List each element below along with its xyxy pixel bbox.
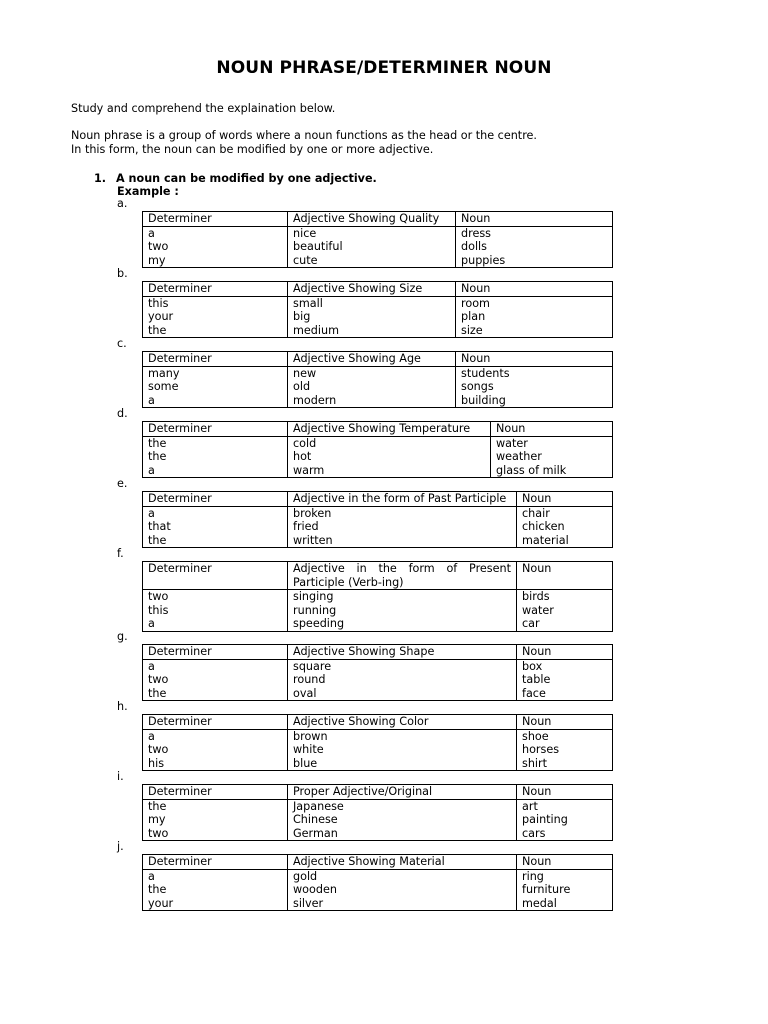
adjective-cell: written [288,534,517,548]
noun-cell: furniture [517,883,613,897]
table-row [143,813,613,827]
example-table [142,421,613,478]
table-header-row [143,645,613,660]
example-letter: c. [117,337,127,350]
noun-cell: dress [456,226,613,240]
adjective-cell: Chinese [288,813,517,827]
table-row [143,296,613,310]
adjective-cell: fried [288,520,517,534]
noun-cell: size [456,324,613,338]
adjective-cell: white [288,743,517,757]
adjective-cell: speeding [288,617,517,631]
noun-cell: songs [456,380,613,394]
header-determiner: Determiner [143,352,288,367]
adjective-cell: singing [288,590,517,604]
adjective-cell: round [288,673,517,687]
noun-cell: painting [517,813,613,827]
adjective-cell: small [288,296,456,310]
noun-cell: shirt [517,757,613,771]
noun-cell: students [456,366,613,380]
table-row [143,450,613,464]
example-table [142,644,613,701]
table-header-row [143,785,613,800]
definition-paragraph [71,129,537,156]
adjective-cell: nice [288,226,456,240]
table-row [143,366,613,380]
table-row [143,380,613,394]
determiner-cell: a [143,869,288,883]
header-adjective: Adjective Showing Shape [288,645,517,660]
header-noun: Noun [491,422,613,437]
table-row [143,743,613,757]
table-header-row [143,352,613,367]
definition-line-2: In this form, the noun can be modified by one or more adjective. [71,142,434,156]
header-noun: Noun [517,855,613,870]
example-label: Example : [117,185,179,198]
example-table [142,351,613,408]
example-table [142,854,613,911]
table-header-row [143,855,613,870]
header-adjective: Adjective Showing Quality [288,212,456,227]
determiner-cell: the [143,324,288,338]
header-adjective: Proper Adjective/Original [288,785,517,800]
example-letter: e. [117,477,128,490]
definition-line-1: Noun phrase is a group of words where a noun functions as the head or the centre. [71,129,537,142]
table-header-row [143,212,613,227]
determiner-cell: this [143,604,288,618]
example-table [142,281,613,338]
noun-cell: puppies [456,254,613,268]
header-adjective: Adjective Showing Material [288,855,517,870]
adjective-cell: modern [288,394,456,408]
header-adjective: Adjective in the form of Present Participle (Verb-ing) [288,562,517,590]
table-row [143,729,613,743]
noun-cell: building [456,394,613,408]
table-row [143,240,613,254]
example-letter: a. [117,197,128,210]
adjective-cell: beautiful [288,240,456,254]
header-determiner: Determiner [143,282,288,297]
determiner-cell: that [143,520,288,534]
noun-cell: medal [517,897,613,911]
determiner-cell: two [143,673,288,687]
table-header-row [143,422,613,437]
determiner-cell: my [143,254,288,268]
adjective-cell: running [288,604,517,618]
determiner-cell: the [143,687,288,701]
header-determiner: Determiner [143,855,288,870]
example-table [142,561,613,632]
noun-cell: room [456,296,613,310]
determiner-cell: this [143,296,288,310]
example-letter: i. [117,770,124,783]
determiner-cell: two [143,827,288,841]
table-row [143,394,613,408]
adjective-cell: silver [288,897,517,911]
adjective-cell: hot [288,450,491,464]
table-row [143,617,613,631]
adjective-cell: big [288,310,456,324]
determiner-cell: a [143,506,288,520]
example-table [142,491,613,548]
list-item-number: 1. [94,172,107,185]
table-header-row [143,492,613,507]
adjective-cell: cute [288,254,456,268]
header-determiner: Determiner [143,645,288,660]
header-determiner: Determiner [143,562,288,590]
list-item-text: A noun can be modified by one adjective. [116,172,377,185]
example-letter: j. [117,840,124,853]
determiner-cell: a [143,394,288,408]
determiner-cell: the [143,534,288,548]
header-determiner: Determiner [143,715,288,730]
determiner-cell: the [143,883,288,897]
noun-cell: cars [517,827,613,841]
header-determiner: Determiner [143,212,288,227]
header-noun: Noun [456,352,613,367]
determiner-cell: two [143,240,288,254]
adjective-cell: blue [288,757,517,771]
adjective-cell: medium [288,324,456,338]
noun-cell: chicken [517,520,613,534]
table-row [143,590,613,604]
header-noun: Noun [517,785,613,800]
adjective-cell: square [288,659,517,673]
table-row [143,520,613,534]
table-row [143,827,613,841]
table-header-row [143,282,613,297]
determiner-cell: a [143,617,288,631]
noun-cell: glass of milk [491,464,613,478]
adjective-cell: oval [288,687,517,701]
determiner-cell: many [143,366,288,380]
determiner-cell: two [143,743,288,757]
noun-cell: shoe [517,729,613,743]
table-row [143,883,613,897]
noun-cell: water [517,604,613,618]
determiner-cell: two [143,590,288,604]
determiner-cell: your [143,897,288,911]
adjective-cell: cold [288,436,491,450]
noun-cell: dolls [456,240,613,254]
header-noun: Noun [517,715,613,730]
example-table [142,784,613,841]
adjective-cell: warm [288,464,491,478]
header-adjective: Adjective Showing Size [288,282,456,297]
header-noun: Noun [517,492,613,507]
table-row [143,869,613,883]
determiner-cell: some [143,380,288,394]
table-row [143,226,613,240]
adjective-cell: brown [288,729,517,743]
determiner-cell: the [143,436,288,450]
header-noun: Noun [456,212,613,227]
header-determiner: Determiner [143,422,288,437]
header-adjective: Adjective Showing Temperature [288,422,491,437]
table-row [143,897,613,911]
noun-cell: weather [491,450,613,464]
header-noun: Noun [456,282,613,297]
table-row [143,324,613,338]
table-row [143,604,613,618]
header-determiner: Determiner [143,785,288,800]
noun-cell: birds [517,590,613,604]
determiner-cell: a [143,226,288,240]
determiner-cell: your [143,310,288,324]
noun-cell: water [491,436,613,450]
header-adjective: Adjective Showing Color [288,715,517,730]
determiner-cell: the [143,799,288,813]
noun-cell: table [517,673,613,687]
noun-cell: face [517,687,613,701]
determiner-cell: a [143,464,288,478]
determiner-cell: a [143,659,288,673]
determiner-cell: a [143,729,288,743]
table-row [143,687,613,701]
table-row [143,254,613,268]
noun-cell: horses [517,743,613,757]
example-letter: g. [117,630,128,643]
table-row [143,673,613,687]
adjective-cell: old [288,380,456,394]
example-letter: d. [117,407,128,420]
noun-cell: art [517,799,613,813]
determiner-cell: his [143,757,288,771]
noun-cell: ring [517,869,613,883]
adjective-cell: gold [288,869,517,883]
table-header-row [143,715,613,730]
list-item-heading [94,172,377,185]
example-letter: b. [117,267,128,280]
table-row [143,436,613,450]
example-table [142,714,613,771]
header-determiner: Determiner [143,492,288,507]
noun-cell: box [517,659,613,673]
determiner-cell: the [143,450,288,464]
example-letter: h. [117,700,128,713]
header-adjective: Adjective Showing Age [288,352,456,367]
header-adjective: Adjective in the form of Past Participle [288,492,517,507]
adjective-cell: new [288,366,456,380]
adjective-cell: Japanese [288,799,517,813]
table-row [143,310,613,324]
header-noun: Noun [517,562,613,590]
table-row [143,757,613,771]
header-noun: Noun [517,645,613,660]
intro-text: Study and comprehend the explaination below. [71,102,336,115]
adjective-cell: German [288,827,517,841]
noun-cell: plan [456,310,613,324]
table-header-row [143,562,613,590]
table-row [143,659,613,673]
example-table [142,211,613,268]
noun-cell: chair [517,506,613,520]
page-title: NOUN PHRASE/DETERMINER NOUN [216,58,552,78]
noun-cell: material [517,534,613,548]
table-row [143,464,613,478]
table-row [143,506,613,520]
table-row [143,534,613,548]
adjective-cell: wooden [288,883,517,897]
noun-cell: car [517,617,613,631]
table-row [143,799,613,813]
adjective-cell: broken [288,506,517,520]
determiner-cell: my [143,813,288,827]
example-letter: f. [117,547,124,560]
